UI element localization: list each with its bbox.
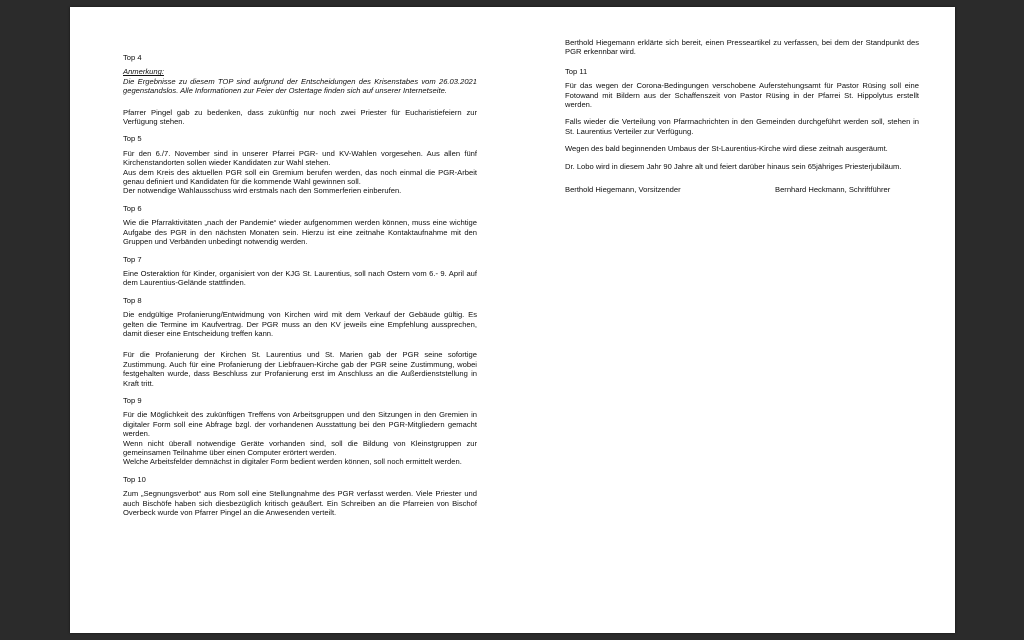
top11-paragraph-3: Wegen des bald beginnenden Umbaus der St-Laurentius-Kirche wird diese zeitnah ausgeräumt. — [565, 144, 888, 154]
top5-heading: Top 5 — [123, 134, 142, 144]
top11-paragraph-1: Für das wegen der Corona-Bedingungen verschobene Auferstehungsamt für Pastor Rüsing soll eine Fotowand mit Bildern aus der Schaffenszeit von Pastor Rüsing in der Pfarrei St. Hippolytus erstellt werden. — [565, 81, 919, 110]
top6-paragraph: Wie die Pfarraktivitäten „nach der Pandemie“ wieder aufgenommen werden können, muss eine wichtige Aufgabe des PGR in den nächsten Monaten sein. Hierzu ist eine zeitnahe Kontaktaufnahme mit den Gruppen und Verbänden unbedingt notwendig werden. — [123, 218, 477, 247]
top5-paragraph-3: Der notwendige Wahlausschuss wird erstmals nach den Sommerferien einberufen. — [123, 186, 402, 196]
document-page — [70, 7, 955, 633]
top8-paragraph-1: Die endgültige Profanierung/Entwidmung von Kirchen wird mit dem Verkauf der Gebäude gültig. Es gelten die Termine im Kaufvertrag. Der PGR muss an den KV jeweils eine Empfehlung aussprechen, damit dieser eine Entscheidung treffen kann. — [123, 310, 477, 338]
signature-chair: Berthold Hiegemann, Vorsitzender — [565, 185, 681, 195]
top5-paragraph-1: Für den 6./7. November sind in unserer Pfarrei PGR- und KV-Wahlen vorgesehen. Aus allen fünf Kirchenstandorten sollen wieder Kandidaten zur Wahl stehen. — [123, 148, 477, 168]
top10-heading: Top 10 — [123, 474, 146, 484]
top6-heading: Top 6 — [123, 203, 142, 213]
top11-heading: Top 11 — [565, 66, 588, 76]
top8-paragraph-2: Für die Profanierung der Kirchen St. Laurentius und St. Marien gab der PGR seine sofortige Zustimmung. Auch für eine Profanierung der Liebfrauen-Kirche gab der PGR seine Zustimmung, wobei festgehalten wurde, dass Beschluss zur Profanierung erst im Anschluss an die Außerdienststellung in Kraft tritt. — [123, 350, 477, 388]
top11-paragraph-2: Falls wieder die Verteilung von Pfarrnachrichten in den Gemeinden durchgeführt werden soll, stehen in St. Laurentius Verteiler zur Verfügung. — [565, 117, 919, 136]
top9-paragraph-1: Für die Möglichkeit des zukünftigen Treffens von Arbeitsgruppen und den Sitzungen in den Gremien in digitaler Form soll eine Abfrage bzgl. der vorhandenen Ausstattung bei den PGR-Mitgliedern gemacht werden. — [123, 410, 477, 439]
top8-heading: Top 8 — [123, 295, 142, 305]
right-column — [565, 38, 919, 197]
note-text: Die Ergebnisse zu diesem TOP sind aufgrund der Entscheidungen des Krisenstabes vom 26.03.2021 gegenstandslos. Alle Informationen zur Feier der Ostertage finden sich auf unserer Internetseite. — [123, 76, 477, 96]
top5-paragraph-2: Aus dem Kreis des aktuellen PGR soll ein Gremium berufen werden, das noch einmal die PGR-Arbeit genau definiert und Kandidaten für die kommende Wahl gewinnen soll. — [123, 167, 477, 187]
top10-paragraph: Zum „Segnungsverbot“ aus Rom soll eine Stellungnahme des PGR verfasst werden. Viele Priester und auch Bischöfe haben sich diesbezüglich kritisch geäußert. Ein Schreiben an die Pfarreien von Bischof Overbeck wurde von Pfarrer Pingel an die Anwesenden verteilt. — [123, 489, 477, 518]
top11-paragraph-4: Dr. Lobo wird in diesem Jahr 90 Jahre alt und feiert darüber hinaus sein 65jähriges Priesterjubiläum. — [565, 161, 902, 171]
note-title: Anmerkung: — [123, 67, 164, 77]
signature-secretary: Bernhard Heckmann, Schriftführer — [775, 185, 891, 195]
top9-heading: Top 9 — [123, 395, 142, 405]
signatures — [565, 185, 919, 197]
top4-paragraph: Pfarrer Pingel gab zu bedenken, dass zukünftig nur noch zwei Priester für Eucharistiefeiern zur Verfügung stehen. — [123, 107, 477, 127]
top9-paragraph-2: Wenn nicht überall notwendige Geräte vorhanden sind, soll die Bildung von Kleinstgruppen zur gemeinsamen Teilnahme über einen Computer erörtert werden. — [123, 438, 477, 457]
left-column — [123, 53, 477, 525]
top4-heading: Top 4 — [123, 53, 142, 62]
top7-paragraph: Eine Osteraktion für Kinder, organisiert von der KJG St. Laurentius, soll nach Ostern vom 6.- 9. April auf dem Laurentius-Gelände stattfinden. — [123, 268, 477, 288]
top9-paragraph-3: Welche Arbeitsfelder demnächst in digitaler Form bedient werden können, soll noch ermittelt werden. — [123, 457, 462, 467]
top7-heading: Top 7 — [123, 254, 142, 264]
press-article-paragraph: Berthold Hiegemann erklärte sich bereit, einen Presseartikel zu verfassen, bei dem der Standpunkt des PGR erkennbar wird. — [565, 38, 919, 57]
